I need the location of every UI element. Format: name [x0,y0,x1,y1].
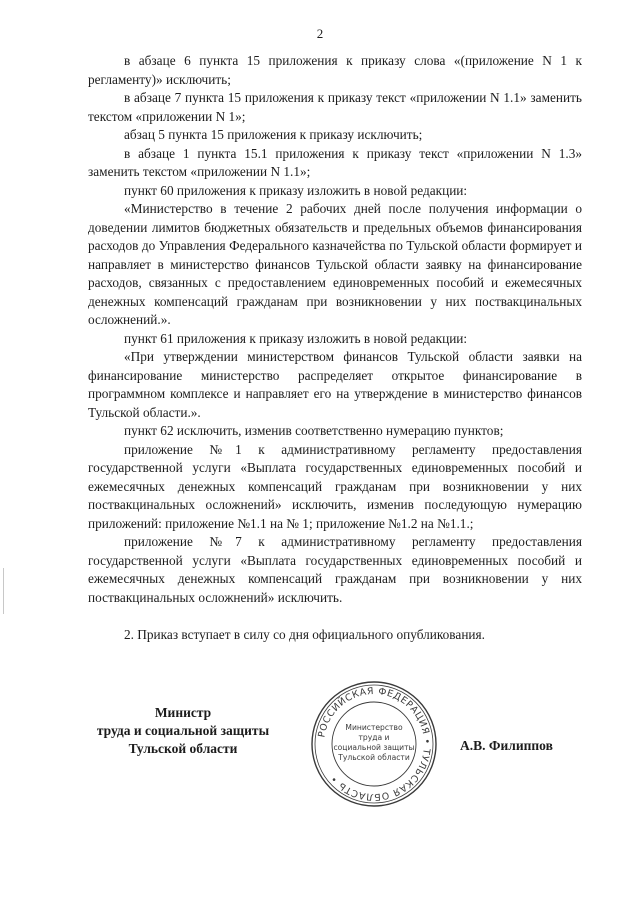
signatory-title-line: труда и социальной защиты [96,723,270,738]
signature-block [60,685,600,820]
signatory-title-line: Тульской области [128,741,238,756]
seal-ring-text: РОССИЙСКАЯ ФЕДЕРАЦИЯ • ТУЛЬСКАЯ ОБЛАСТЬ • [316,685,433,803]
closing-paragraph: 2. Приказ вступает в силу со дня официального опубликования. [124,627,485,642]
seal-icon [308,678,440,810]
paragraph: в абзаце 7 пункта 15 приложения к приказу текст «приложении N 1.1» заменить текстом «приложении N 1»; [88,90,582,124]
official-seal [308,678,440,810]
signatory-name: А.В. Филиппов [460,738,553,753]
seal-text: социальной защиты [333,743,415,752]
paragraph: приложение №1 к административному регламенту предоставления государственной услуги «Выплата государственных единовременных пособий и ежемесячных денежных компенсаций гражданам при возникновении у них поствакцинальных осложнений» исключить, изменив последующую нумерацию приложений: приложение №1.1 на № 1; приложение №1.2 на №1.1.; [88,441,582,531]
paragraph: пункт 62 исключить, изменив соответственно нумерацию пунктов; [124,423,504,438]
page-number: 2 [316,26,324,41]
paragraph: «При утверждении министерством финансов Тульской области заявки на финансирование министерство распределяет открытое финансирование в программном комплексе и направляет его на утверждение в министерство финансов Тульской области.». [88,349,582,420]
signatory-title [78,704,288,758]
paragraph: в абзаце 6 пункта 15 приложения к приказу слова «(приложение N 1 к регламенту)» исключить; [88,53,582,87]
paragraph: «Министерство в течение 2 рабочих дней после получения информации о доведении лимитов бюджетных обязательств и предельных объемов финансирования расходов до Управления Федерального казначейства по Тульской области формирует и направляет в министерство финансов Тульской области заявку на финансирование расходов, связанных с предоставлением единовременных пособий и ежемесячных денежных компенсаций гражданам при возникновении у них поствакцинальных осложнений.». [88,201,582,327]
paragraph: абзац 5 пункта 15 приложения к приказу исключить; [124,127,423,142]
margin-mark [3,568,4,614]
paragraph: пункт 61 приложения к приказу изложить в новой редакции: [124,330,468,346]
seal-text: труда и [358,733,390,742]
signatory-title-line: Министр [154,705,212,720]
paragraph: приложение №7 к административному регламенту предоставления государственной услуги «Выплата государственных единовременных пособий и ежемесячных денежных компенсаций гражданам при возникновении у них поствакцинальных осложнений» исключить. [88,534,582,605]
seal-text: Министерство [345,723,403,732]
document-body [88,52,582,645]
paragraph: пункт 60 приложения к приказу изложить в новой редакции: [124,182,468,198]
paragraph: в абзаце 1 пункта 15.1 приложения к приказу текст «приложении N 1.3» заменить текстом «приложении N 1.1»; [88,145,582,179]
seal-text: Тульской области [338,753,410,762]
